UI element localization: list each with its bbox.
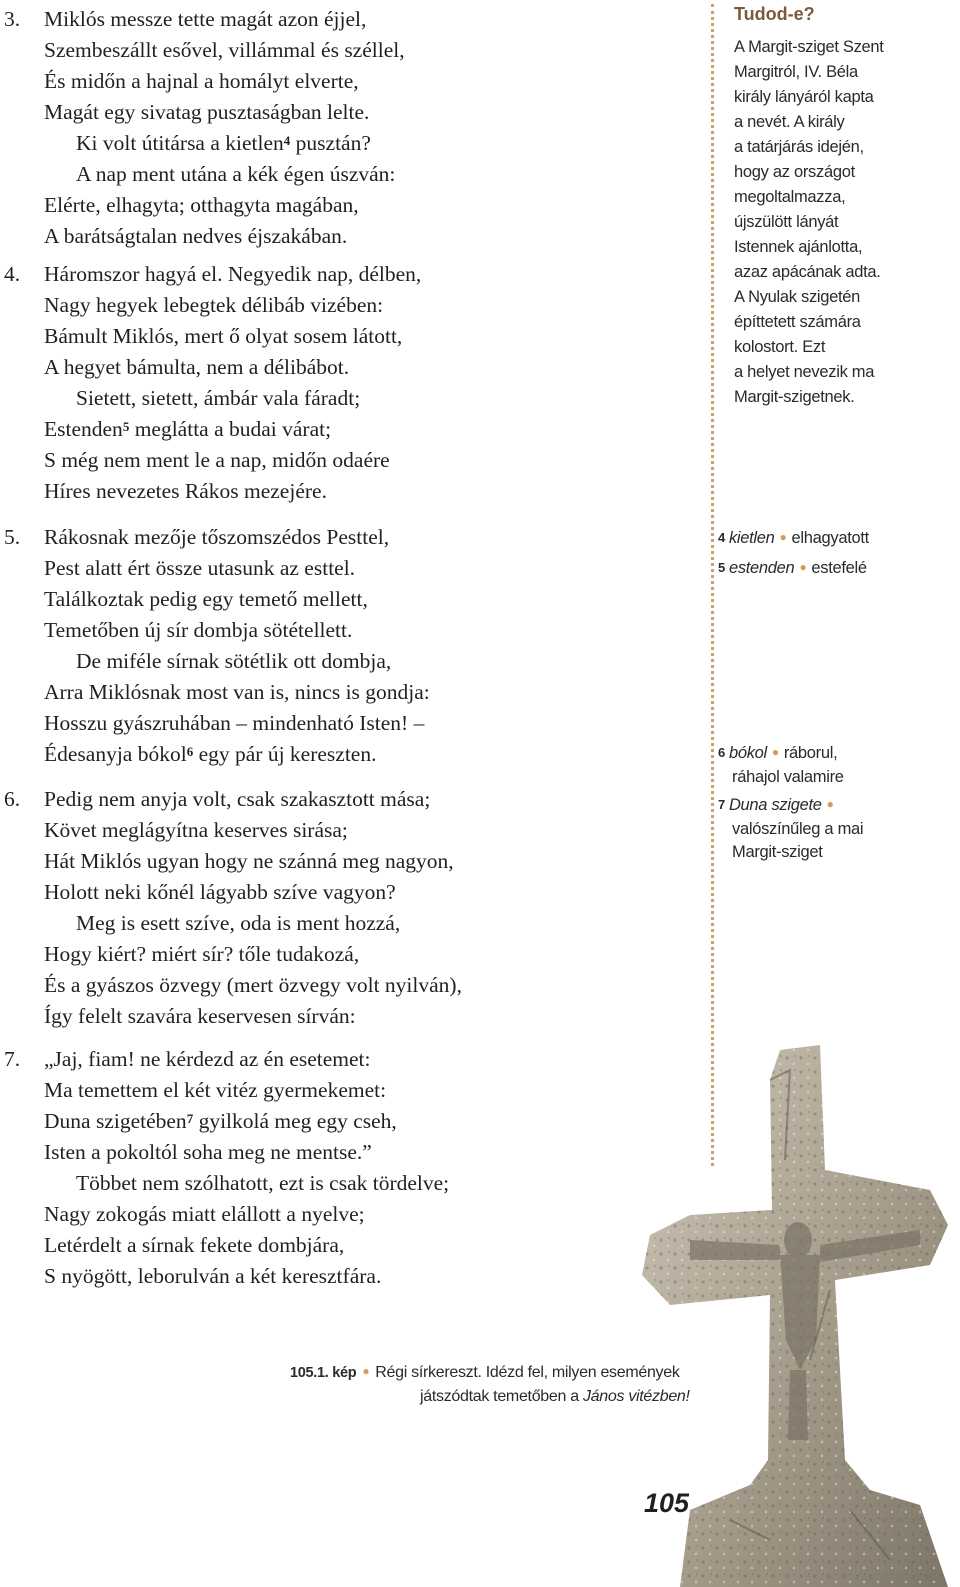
footnote-term: bókol [728, 744, 767, 762]
line-text: Ki volt útitársa a kietlen [76, 131, 284, 155]
poem-line [44, 553, 355, 584]
poem-line [76, 383, 360, 414]
tudod-e-line: Istennek ajánlotta, [734, 238, 863, 256]
poem-line [76, 908, 400, 939]
line-text: És midőn a hajnal a homályt elverte, [44, 69, 359, 93]
caption-id: 105.1. kép [290, 1365, 357, 1381]
footnote-number: 5 [718, 560, 725, 575]
poem-line [44, 352, 349, 383]
poem-line [44, 476, 327, 507]
line-text: Duna szigetében [44, 1109, 187, 1133]
poem-line [44, 939, 359, 970]
line-text: Találkoztak pedig egy temető mellett, [44, 587, 368, 611]
footnote-5 [718, 557, 867, 581]
footnote-6 [718, 742, 844, 789]
poem-line [76, 159, 395, 190]
line-text: Magát egy sivatag pusztaságban lelte. [44, 100, 370, 124]
poem-line [44, 1044, 371, 1075]
line-text: Holott neki kőnél lágyabb szíve vagyon? [44, 880, 396, 904]
line-text: Ma temettem el két vitéz gyermekemet: [44, 1078, 387, 1102]
footnote-ref: 7 [186, 1111, 194, 1126]
caption-text: játszódtak temetőben a [420, 1388, 583, 1405]
footnote-ref: 5 [122, 419, 130, 434]
poem-line [44, 1199, 365, 1230]
line-text: Nagy hegyek lebegtek délibáb vizében: [44, 293, 384, 317]
line-text: De miféle sírnak sötétlik ott dombja, [76, 649, 392, 673]
tudod-e-line: építtetett számára [734, 313, 861, 331]
line-text: Pest alatt ért össze utasunk az esttel. [44, 556, 356, 580]
poem-line [44, 1230, 344, 1261]
line-text: Miklós messze tette magát azon éjjel, [44, 7, 367, 31]
line-text: S nyögött, leborulván a két keresztfára. [44, 1264, 382, 1288]
poem-line [44, 815, 348, 846]
footnote-number: 4 [718, 530, 725, 545]
figure-caption-line2 [420, 1388, 690, 1406]
poem-line [44, 97, 369, 128]
poem-line [44, 190, 359, 221]
line-text: gyilkolá meg egy cseh, [193, 1109, 397, 1133]
poem-line [44, 1075, 386, 1106]
line-text: Szembeszállt esővel, villámmal és széllel, [44, 38, 405, 62]
stanza-number: 6. [4, 787, 21, 811]
bullet-dot-icon: ● [826, 797, 834, 811]
poem-line [44, 1261, 381, 1292]
poem-line [44, 877, 396, 908]
footnote-ref: 6 [186, 744, 194, 759]
line-text: Így felelt szavára keservesen sírván: [44, 1004, 356, 1028]
footnote-7 [718, 794, 863, 864]
footnote-definition: estefelé [811, 559, 867, 577]
line-text: A nap ment utána a kék égen úszván: [76, 162, 396, 186]
stanza-number: 5. [4, 525, 21, 549]
footnote-definition: ráborul, [783, 744, 838, 762]
line-text: Pedig nem anyja volt, csak szakasztott mása; [44, 787, 431, 811]
poem-line [44, 35, 405, 66]
bullet-dot-icon: ● [779, 530, 787, 544]
tudod-e-line: a helyet nevezik ma [734, 363, 875, 381]
stanza-number: 4. [4, 262, 21, 286]
line-text: A hegyet bámulta, nem a délibábot. [44, 355, 350, 379]
line-text: Meg is esett szíve, oda is ment hozzá, [76, 911, 401, 935]
tudod-e-line: azaz apácának adta. [734, 263, 881, 281]
poem-line [76, 128, 371, 159]
stanza-number: 3. [4, 7, 21, 31]
footnote-term: Duna szigete [728, 796, 822, 814]
tudod-e-title: Tudod-e? [734, 4, 815, 24]
poem-line [44, 221, 347, 252]
tudod-e-line: a nevét. A király [734, 113, 845, 131]
line-text: Követ meglágyítna keserves sirása; [44, 818, 348, 842]
poem-line [44, 414, 331, 445]
footnote-definition-cont: ráhajol valamire [732, 768, 844, 786]
tudod-e-line: A Nyulak szigetén [734, 288, 861, 306]
tudod-e-line: újszülött lányát [734, 213, 839, 231]
caption-text: Régi sírkereszt. Idézd fel, milyen események [375, 1364, 680, 1381]
line-text: meglátta a budai várat; [129, 417, 332, 441]
tudod-e-line: A Margit-sziget Szent [734, 38, 884, 56]
tudod-e-line: hogy az országot [734, 163, 855, 181]
footnote-4 [718, 527, 869, 551]
poem-line [44, 615, 352, 646]
poem-line [44, 290, 383, 321]
poem-line [44, 708, 424, 739]
figure-caption [290, 1364, 680, 1382]
line-text: Elérte, elhagyta; otthagyta magában, [44, 193, 359, 217]
bullet-dot-icon: ● [799, 560, 807, 574]
footnote-number: 6 [718, 745, 725, 760]
poem-line [44, 445, 390, 476]
line-text: Háromszor hagyá el. Negyedik nap, délben, [44, 262, 422, 286]
tudod-e-line: a tatárjárás idején, [734, 138, 864, 156]
poem-line [44, 259, 421, 290]
poem-line [44, 66, 359, 97]
bullet-dot-icon: ● [771, 745, 779, 759]
poem-line [44, 784, 430, 815]
footnote-definition: elhagyatott [791, 529, 869, 547]
tudod-e-line: Margitról, IV. Béla [734, 63, 858, 81]
line-text: Hosszu gyászruhában – mindenható Isten! – [44, 711, 425, 735]
tudod-e-line: király lányáról kapta [734, 88, 874, 106]
tudod-e-line: megoltalmazza, [734, 188, 846, 206]
footnote-number: 7 [718, 797, 725, 812]
line-text: Isten a pokoltól soha meg ne mentse.” [44, 1140, 372, 1164]
line-text: Híres nevezetes Rákos mezejére. [44, 479, 327, 503]
bullet-dot-icon: ● [362, 1364, 370, 1378]
line-text: egy pár új kereszten. [193, 742, 377, 766]
tudod-e-line: kolostort. Ezt [734, 338, 826, 356]
line-text: S még nem ment le a nap, midőn odaére [44, 448, 390, 472]
line-text: Temetőben új sír dombja sötétellett. [44, 618, 353, 642]
line-text: Sietett, sietett, ámbár vala fáradt; [76, 386, 361, 410]
poem-line [44, 4, 366, 35]
footnote-term: estenden [728, 559, 795, 577]
line-text: Többet nem szólhatott, ezt is csak tördelve; [76, 1171, 450, 1195]
poem-line [76, 646, 391, 677]
footnote-term: kietlen [728, 529, 775, 547]
stanza-number: 7. [4, 1047, 21, 1071]
tudod-e-line: Margit-szigetnek. [734, 388, 855, 406]
poem-line [44, 739, 376, 770]
footnote-definition-line: Margit-sziget [732, 843, 823, 861]
line-text: „Jaj, fiam! ne kérdezd az én esetemet: [44, 1047, 371, 1071]
poem-line [44, 846, 454, 877]
line-text: Letérdelt a sírnak fekete dombjára, [44, 1233, 345, 1257]
poem-line [44, 677, 430, 708]
page-number: 105 [644, 1488, 690, 1518]
line-text: Arra Miklósnak most van is, nincs is gondja: [44, 680, 430, 704]
poem-line [44, 1137, 372, 1168]
line-text: Hát Miklós ugyan hogy ne szánná meg nagyon, [44, 849, 454, 873]
footnote-definition-cont [718, 818, 863, 864]
line-text: Estenden [44, 417, 123, 441]
line-text: Nagy zokogás miatt elállott a nyelve; [44, 1202, 365, 1226]
footnote-ref: 4 [283, 133, 291, 148]
line-text: És a gyászos özvegy (mert özvegy volt nyilván), [44, 973, 462, 997]
line-text: Hogy kiért? miért sír? tőle tudakozá, [44, 942, 360, 966]
tudod-e-text [734, 35, 934, 410]
line-text: pusztán? [290, 131, 371, 155]
line-text: Édesanyja bókol [44, 742, 187, 766]
poem-line [44, 970, 462, 1001]
line-text: Bámult Miklós, mert ő olyat sosem látott, [44, 324, 403, 348]
poem-line [44, 1001, 356, 1032]
sidebar-divider [711, 4, 714, 1166]
footnote-definition-line: valószínűleg a mai [732, 820, 864, 838]
poem-line [44, 522, 389, 553]
poem-line [76, 1168, 449, 1199]
line-text: Rákosnak mezője tőszomszédos Pesttel, [44, 525, 390, 549]
poem-line [44, 321, 402, 352]
line-text: A barátságtalan nedves éjszakában. [44, 224, 348, 248]
caption-title: János vitézben! [582, 1388, 690, 1405]
poem-line [44, 1106, 397, 1137]
poem-line [44, 584, 368, 615]
